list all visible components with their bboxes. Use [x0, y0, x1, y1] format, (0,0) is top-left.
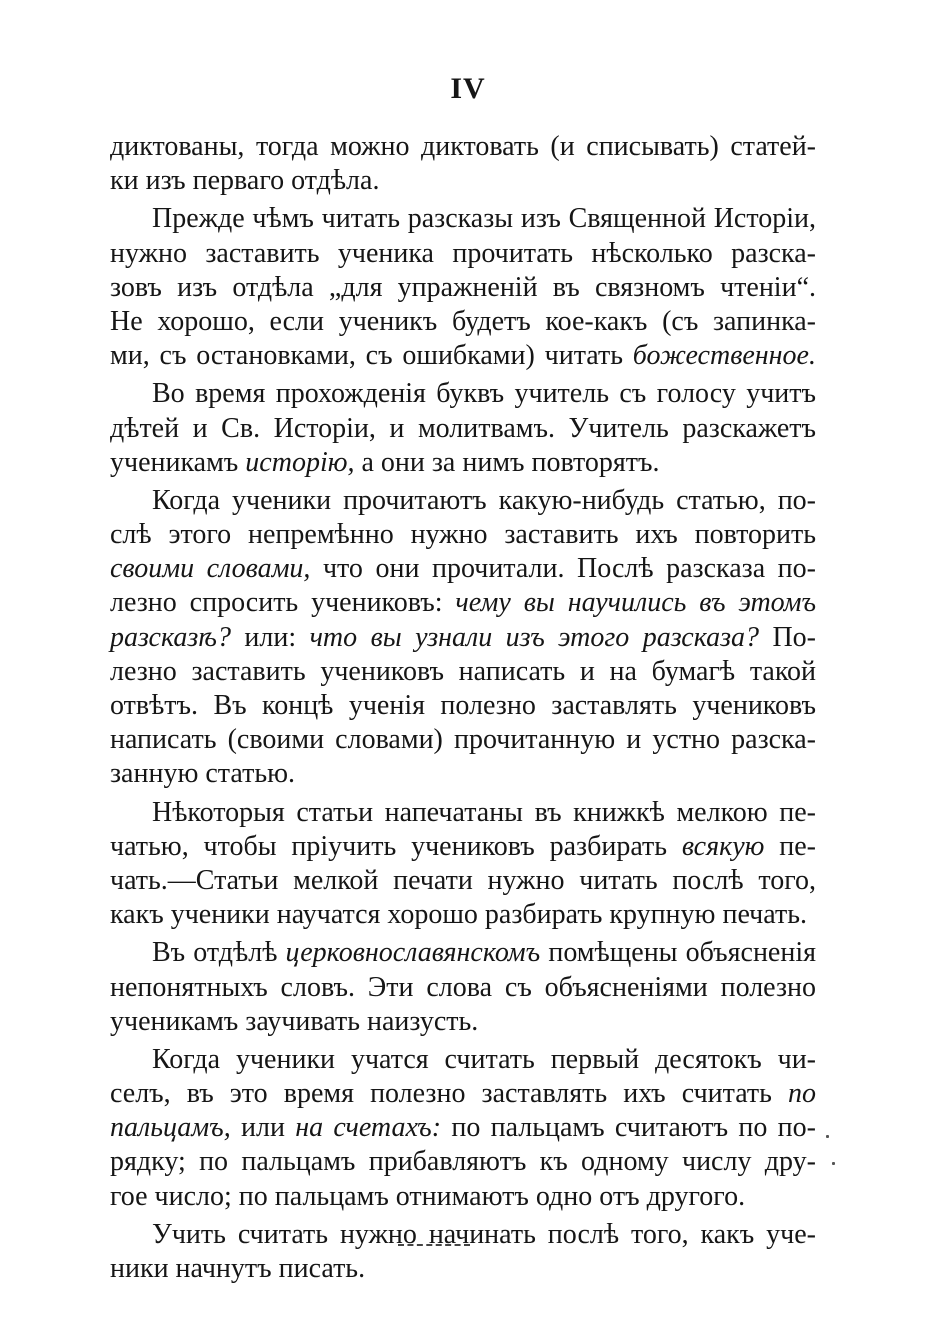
text-segment: или:	[230, 621, 310, 653]
italic-text-segment: божественное.	[632, 340, 816, 372]
text-segment: дѣтей и Св. Исторіи, и молитвамъ. Учитель разскажетъ	[110, 412, 816, 444]
text-line	[110, 1077, 816, 1111]
italic-text-segment: на счетахъ:	[295, 1112, 442, 1144]
text-line	[110, 757, 816, 791]
text-segment: занную статью.	[110, 758, 296, 790]
text-segment: или	[230, 1112, 296, 1144]
text-segment: Когда ученики учатся считать первый десятокъ чи-	[152, 1043, 816, 1075]
text-segment: ки изъ перваго отдѣла.	[110, 165, 380, 197]
text-segment: рядку; по пальцамъ прибавляютъ къ одному числу дру-	[110, 1146, 816, 1178]
text-segment: пе-	[764, 830, 816, 862]
text-line	[110, 1252, 816, 1286]
text-line	[110, 446, 816, 480]
italic-text-segment: всякую	[681, 830, 765, 862]
text-segment: какъ ученики научатся хорошо разбирать крупную печать.	[110, 899, 807, 931]
text-line	[110, 484, 816, 518]
italic-text-segment: своими словами,	[110, 553, 311, 585]
text-segment: слѣ этого непремѣнно нужно заставить ихъ повторить	[110, 519, 816, 551]
italic-text-segment: пальцамъ,	[110, 1112, 231, 1144]
text-segment: Учить считать нужно начинать послѣ того, какъ уче-	[152, 1218, 816, 1250]
ink-speck	[832, 1162, 835, 1165]
text-line	[110, 518, 816, 552]
text-segment: По-	[759, 621, 817, 653]
text-line	[110, 586, 816, 620]
text-segment: по пальцамъ считаютъ по по-	[441, 1112, 816, 1144]
text-line	[110, 237, 816, 271]
text-line	[110, 723, 816, 757]
text-segment: написать (своими словами) прочитанную и устно разска-	[110, 724, 816, 756]
text-line	[110, 1005, 816, 1039]
text-line	[110, 689, 816, 723]
ink-speck	[826, 1135, 829, 1138]
text-segment: зовъ изъ отдѣла „для упражненій въ связномъ чтеніи“.	[110, 271, 816, 303]
text-line	[110, 339, 816, 373]
text-segment: помѣщены объясненія	[540, 937, 816, 969]
text-segment: гое число; по пальцамъ отнимаютъ одно отъ другого.	[110, 1180, 746, 1212]
italic-text-segment: исторію,	[245, 446, 355, 478]
text-segment: ученикамъ заучивать наизусть.	[110, 1005, 479, 1037]
text-line	[110, 1145, 816, 1179]
text-line	[110, 655, 816, 689]
text-line	[110, 412, 816, 446]
text-segment: Во время прохожденія буквъ учитель съ голосу учитъ	[152, 378, 816, 410]
text-segment: чатью, чтобы пріучить учениковъ разбирать	[110, 830, 682, 862]
text-line	[110, 898, 816, 932]
text-segment: Не хорошо, если ученикъ будетъ кое-какъ (съ запинка-	[110, 305, 816, 337]
italic-text-segment: по	[788, 1078, 816, 1110]
italic-text-segment: церковнославянскомъ	[285, 937, 541, 969]
text-segment: что они прочитали. Послѣ разсказа по-	[310, 553, 816, 585]
text-segment: нужно заставить ученика прочитать нѣсколько разска-	[110, 237, 816, 269]
text-segment: непонятныхъ словъ. Эти слова съ объясненіями полезно	[110, 971, 816, 1003]
text-segment: лезно спросить учениковъ:	[110, 587, 456, 619]
text-segment: диктованы, тогда можно диктовать (и списывать) статей-	[110, 131, 816, 162]
text-line	[110, 552, 816, 586]
text-line	[110, 864, 816, 898]
text-line	[110, 621, 816, 655]
text-segment: лезно заставить учениковъ написать и на бумагѣ такой	[110, 655, 816, 687]
text-line	[110, 936, 816, 970]
text-line	[110, 377, 816, 411]
text-line	[110, 1111, 816, 1145]
italic-text-segment: что вы узнали изъ этого разсказа?	[309, 621, 760, 653]
text-line	[110, 271, 816, 305]
text-segment: ми, съ остановками, съ ошибками) читать	[110, 340, 633, 372]
italic-text-segment: разсказѣ?	[110, 621, 231, 653]
page-number: IV	[450, 72, 486, 105]
text-segment: чать.—Статьи мелкой печати нужно читать послѣ того,	[110, 864, 816, 896]
text-segment: ученикамъ	[110, 446, 246, 478]
text-line	[110, 202, 816, 236]
text-line	[110, 796, 816, 830]
text-segment: Нѣкоторыя статьи напечатаны въ книжкѣ мелкою пе-	[152, 796, 816, 828]
text-segment: Прежде чѣмъ читать разсказы изъ Священной Исторіи,	[152, 203, 816, 235]
text-line	[110, 971, 816, 1005]
italic-text-segment: чему вы научились въ этомъ	[455, 587, 816, 619]
text-line	[110, 305, 816, 339]
text-segment: ники начнутъ писать.	[110, 1253, 366, 1284]
text-line	[110, 130, 816, 164]
text-line	[110, 1043, 816, 1077]
text-segment: селъ, въ это время полезно заставлять ихъ считать	[110, 1078, 788, 1110]
body-text	[110, 130, 816, 1286]
end-of-section-rule	[398, 1244, 470, 1248]
text-line	[110, 1180, 816, 1214]
text-segment: Въ отдѣлѣ	[152, 937, 286, 969]
text-segment: Когда ученики прочитаютъ какую-нибудь статью, по-	[152, 484, 816, 516]
text-line	[110, 164, 816, 198]
text-segment: а они за нимъ повторятъ.	[354, 446, 660, 478]
text-line	[110, 830, 816, 864]
text-segment: отвѣтъ. Въ концѣ ученія полезно заставлять учениковъ	[110, 690, 816, 721]
